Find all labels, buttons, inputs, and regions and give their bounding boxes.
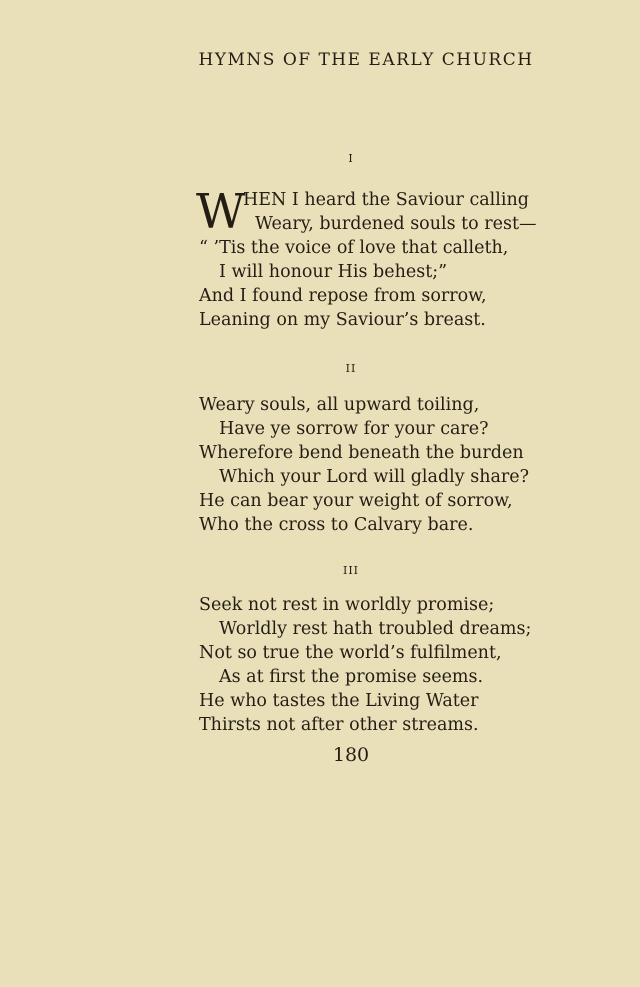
stanza-2-line-6: Who the cross to Calvary bare. (199, 515, 474, 535)
stanza-2-line-4: Which your Lord will gladly share? (219, 467, 530, 487)
stanza-3-line-6: Thirsts not after other streams. (199, 715, 479, 735)
stanza-2-line-5: He can bear your weight of sorrow, (199, 491, 513, 511)
stanza-3-line-5: He who tastes the Living Water (199, 691, 479, 711)
stanza-2-line-3: Wherefore bend beneath the burden (199, 443, 524, 463)
stanza-1-line-5: And I found repose from sorrow, (199, 286, 487, 306)
stanza-3 (199, 593, 619, 737)
stanza-3-line-3: Not so true the world’s fulfilment, (199, 643, 502, 663)
stanza-1-line-6: Leaning on my Saviour’s breast. (199, 310, 486, 330)
stanza-3-line-4: As at first the promise seems. (219, 667, 484, 687)
stanza-1-line-2: Weary, burdened souls to rest— (255, 214, 537, 234)
stanza-3-line-2: Worldly rest hath troubled dreams; (219, 619, 532, 639)
stanza-2-line-1: Weary souls, all upward toiling, (199, 395, 480, 415)
stanza-1-line-4: I will honour His behest;” (219, 262, 448, 282)
stanza-3-line-1: Seek not rest in worldly promise; (199, 595, 495, 615)
stanza-numeral-1: I (348, 152, 354, 165)
stanza-2 (199, 393, 619, 537)
drop-cap: W (196, 184, 246, 240)
stanza-1-line-3: “ ’Tis the voice of love that calleth, (199, 238, 509, 258)
stanza-1 (196, 184, 619, 332)
stanza-2-line-2: Have ye sorrow for your care? (219, 419, 489, 439)
page-number: 180 (332, 744, 370, 766)
stanza-numeral-2: II (345, 362, 357, 375)
running-head: HYMNS OF THE EARLY CHURCH (198, 50, 534, 70)
stanza-1-line-1-text: HEN I heard the Saviour calling (243, 190, 529, 210)
stanza-numeral-3: III (342, 564, 360, 577)
